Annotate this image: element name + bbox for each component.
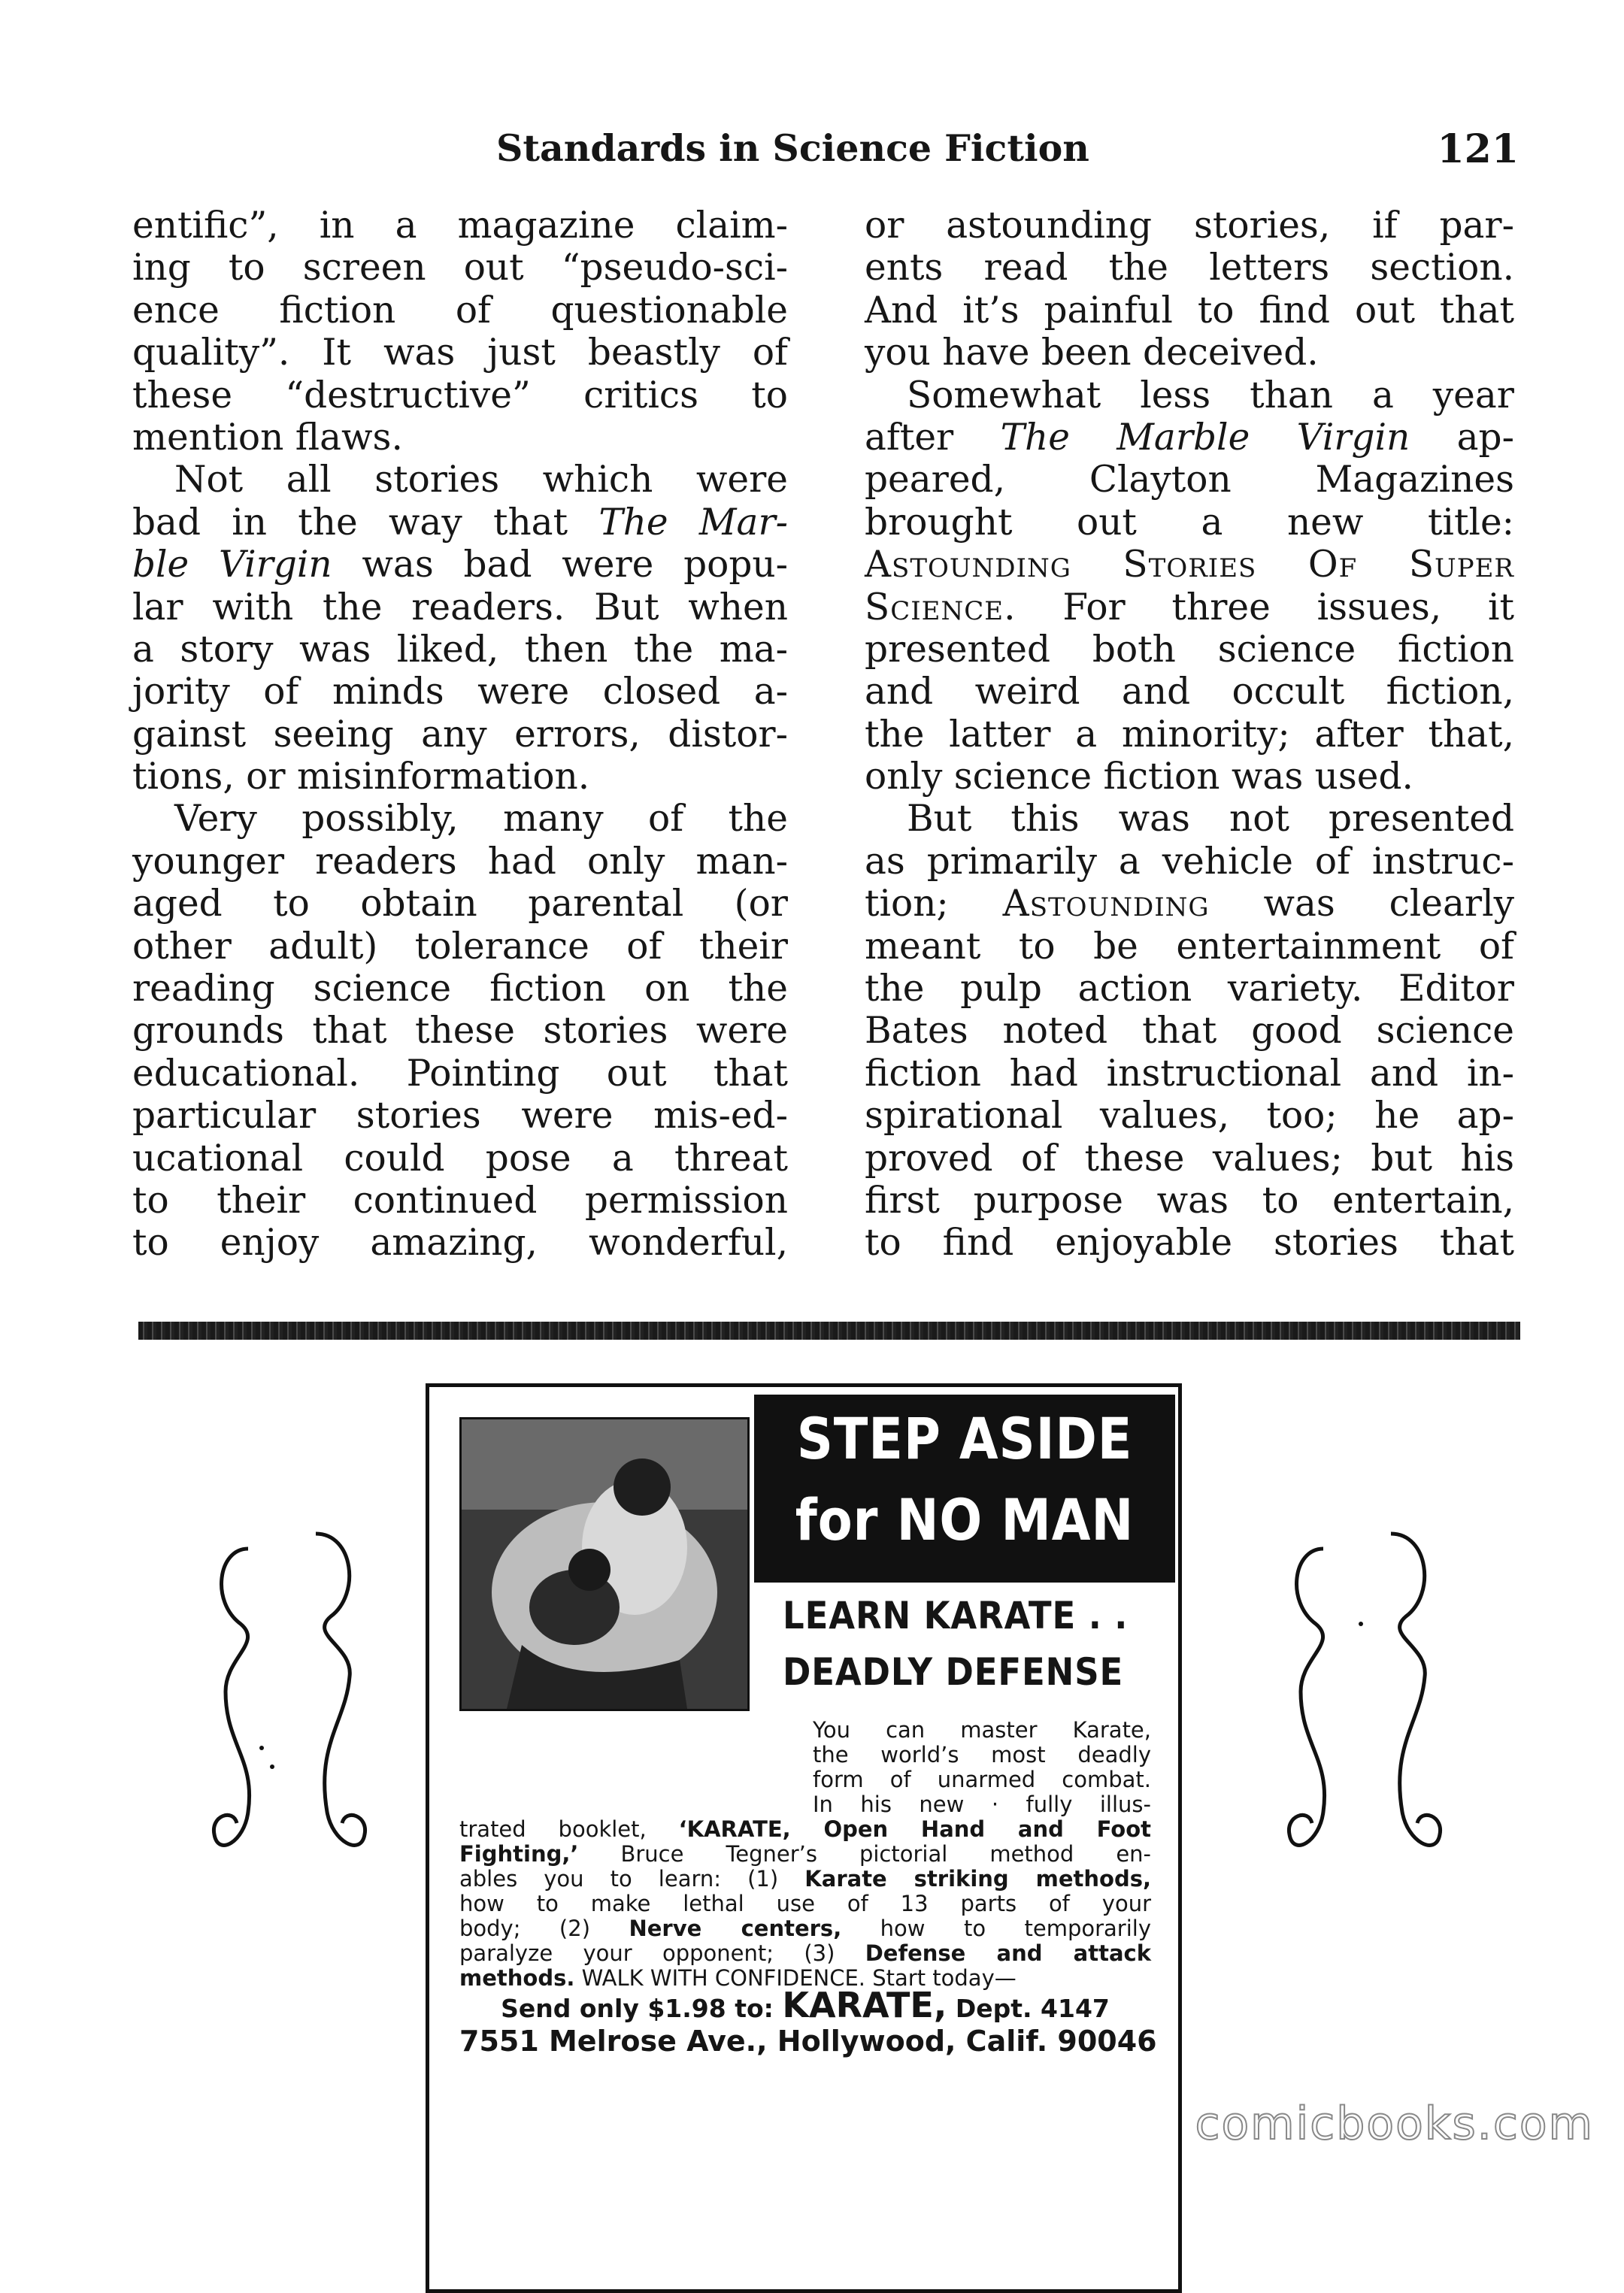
text-line [132, 501, 788, 544]
karate-advertisement [426, 1383, 1182, 2293]
text-line: brought out a new title: [865, 501, 1514, 544]
text-line: and weird and occult fiction, [865, 671, 1514, 713]
text-line: peared, Clayton Magazines [865, 459, 1514, 501]
karate-photo [459, 1417, 750, 1711]
section-divider [138, 1322, 1520, 1340]
text-line [132, 544, 788, 586]
line-rest: was clearly [1263, 883, 1515, 925]
ad-bold-text: Fighting,’ [459, 1841, 579, 1867]
site-watermark: comicbooks.com [1195, 2098, 1594, 2150]
line-rest: ap- [1456, 416, 1514, 459]
text-line: aged to obtain parental (or [132, 883, 788, 925]
order-line [459, 1985, 1151, 2025]
line-start: after [865, 416, 954, 459]
headline-line-1: STEP ASIDE [796, 1405, 1133, 1472]
text-line: Very possibly, many of the [174, 798, 788, 841]
ad-bold-text: Nerve centers, [629, 1916, 842, 1941]
running-header [496, 126, 1519, 186]
text-line: first purpose was to entertain, [865, 1179, 1514, 1222]
ad-text: ables you to learn: (1) [459, 1866, 779, 1892]
text-line: to enjoy amazing, wonderful, [132, 1222, 788, 1265]
ad-line: form of unarmed combat. [813, 1767, 1151, 1792]
text-line: proved of these values; but his [865, 1137, 1514, 1180]
ad-body-copy [459, 1718, 1151, 1991]
text-line: quality”. It was just beastly of [132, 332, 788, 374]
text-line: presented both science fiction [865, 628, 1514, 671]
text-line: fiction had instructional and in- [865, 1052, 1514, 1095]
scroll-ornament-right [1278, 1519, 1451, 1880]
ad-text: paralyze your opponent; (3) [459, 1940, 835, 1966]
left-column [132, 204, 788, 1265]
send-dept: Dept. 4147 [955, 1994, 1110, 2023]
text-line: lar with the readers. But when [132, 586, 788, 629]
ad-line [459, 1941, 1151, 1966]
line-rest: For three issues, it [1062, 586, 1515, 629]
page-number: 121 [1437, 126, 1519, 172]
text-line: entific”, in a magazine claim- [132, 204, 788, 247]
subheadline-1: LEARN KARATE . . [783, 1594, 1129, 1637]
text-line: a story was liked, then the ma- [132, 628, 788, 671]
ad-text: Bruce Tegner’s pictorial method en- [620, 1841, 1152, 1867]
text-line: to their continued permission [132, 1179, 788, 1222]
text-line: educational. Pointing out that [132, 1052, 788, 1095]
ad-text: how to temporarily [880, 1916, 1152, 1941]
ad-line: the world’s most deadly [813, 1742, 1151, 1767]
text-line: the pulp action variety. Editor [865, 968, 1514, 1010]
magazine-title: Astounding [1002, 883, 1210, 925]
text-line: meant to be entertainment of [865, 925, 1514, 968]
text-line: these “destructive” critics to [132, 374, 788, 416]
right-column [865, 204, 1514, 1265]
text-line: grounds that these stories were [132, 1010, 788, 1053]
ad-line: In his new · fully illus- [813, 1792, 1151, 1817]
ad-bold-text: methods. [459, 1965, 575, 1991]
text-line [865, 883, 1514, 925]
text-line: to find enjoyable stories that [865, 1222, 1514, 1265]
text-line: Astounding Stories Of Super [865, 544, 1514, 586]
text-line: Somewhat less than a year [907, 374, 1514, 416]
text-line: ents read the letters section. [865, 247, 1514, 289]
headline-line-2: for NO MAN [795, 1486, 1135, 1553]
ad-bold-text: ‘KARATE, Open Hand and Foot [678, 1816, 1151, 1842]
ad-bold-text: Defense and attack [865, 1940, 1151, 1966]
ad-bold-text: Karate striking methods, [804, 1866, 1151, 1892]
ad-line: You can master Karate, [813, 1717, 1151, 1743]
text-line: mention flaws. [132, 416, 403, 459]
text-line [865, 416, 1514, 459]
headline-banner [754, 1395, 1175, 1583]
italic-title: ble Virgin [132, 544, 332, 586]
text-line: gainst seeing any errors, distor- [132, 713, 788, 756]
text-line: ence fiction of questionable [132, 289, 788, 332]
text-line [865, 586, 1514, 629]
running-title: Standards in Science Fiction [496, 126, 1089, 170]
text-line: tions, or misinformation. [132, 756, 590, 798]
ad-line [459, 1842, 1151, 1867]
ad-text: WALK WITH CONFIDENCE. Start today— [581, 1965, 1017, 1991]
text-line: only science fiction was used. [865, 756, 1413, 798]
text-line: particular stories were mis-ed- [132, 1095, 788, 1137]
scroll-ornament-left [203, 1519, 376, 1880]
text-line: or astounding stories, if par- [865, 204, 1514, 247]
send-name: KARATE, [782, 1985, 947, 2025]
ad-line [459, 1817, 1151, 1842]
text-line: the latter a minority; after that, [865, 713, 1514, 756]
ad-text: trated booklet, [459, 1816, 647, 1842]
text-line: younger readers had only man- [132, 840, 788, 883]
text-line: And it’s painful to find out that [865, 289, 1514, 332]
text-line: ucational could pose a threat [132, 1137, 788, 1180]
ad-line [459, 1916, 1151, 1941]
ad-line [459, 1867, 1151, 1892]
line-start: bad in the way that [132, 501, 568, 544]
text-line: as primarily a vehicle of instruc- [865, 840, 1514, 883]
ad-text: body; (2) [459, 1916, 591, 1941]
mailing-address: 7551 Melrose Ave., Hollywood, Calif. 90046 [459, 2025, 1157, 2058]
ad-line: how to make lethal use of 13 parts of your [459, 1891, 1151, 1916]
italic-title: The Marble Virgin [1000, 416, 1410, 459]
italic-title: The Mar- [598, 501, 789, 544]
text-line: Bates noted that good science [865, 1010, 1514, 1053]
text-line: spirational values, too; he ap- [865, 1095, 1514, 1137]
text-line: other adult) tolerance of their [132, 925, 788, 968]
text-line: jority of minds were closed a- [132, 671, 788, 713]
text-line: reading science fiction on the [132, 968, 788, 1010]
line-start: tion; [865, 883, 949, 925]
send-price: Send only $1.98 to: [501, 1994, 774, 2023]
text-line: But this was not presented [907, 798, 1514, 841]
text-line: you have been deceived. [865, 332, 1319, 374]
line-rest: was bad were popu- [362, 544, 788, 586]
text-line: Not all stories which were [174, 459, 788, 501]
magazine-title: Science. [865, 586, 1017, 629]
text-line: ing to screen out “pseudo-sci- [132, 247, 788, 289]
subheadline-2: DEADLY DEFENSE [783, 1650, 1124, 1694]
